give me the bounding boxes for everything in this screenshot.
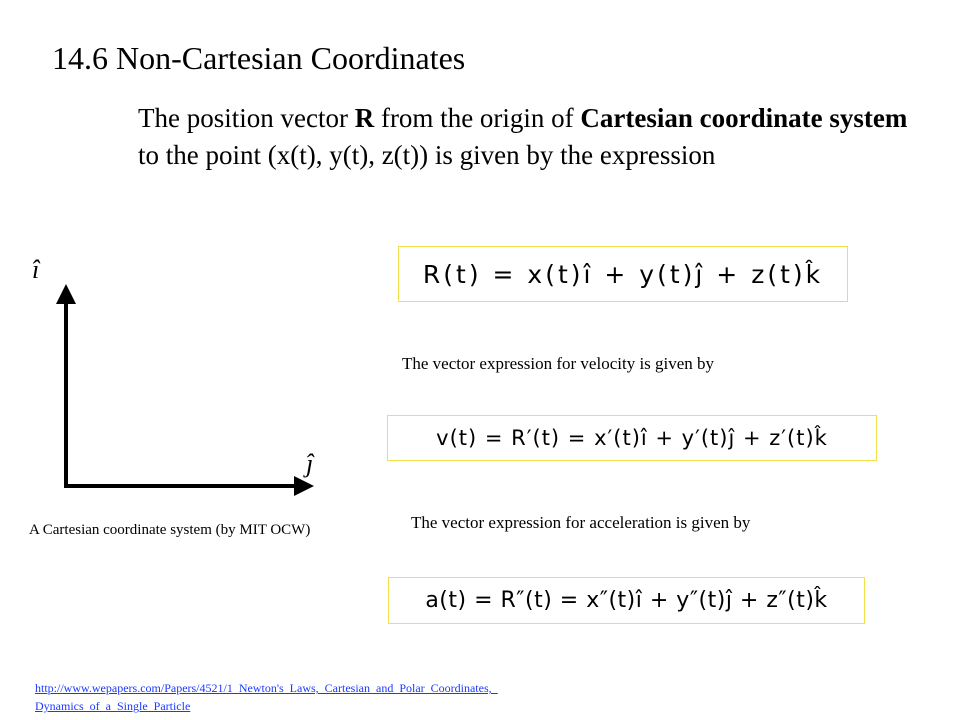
intro-paragraph <box>138 100 918 174</box>
axis-j-label: ĵ <box>306 449 314 478</box>
acceleration-label: The vector expression for acceleration is given by <box>411 513 751 532</box>
intro-text-1: The position vector <box>138 103 355 133</box>
cartesian-axes-figure <box>20 240 340 515</box>
intro-bold-vector: R <box>354 103 375 133</box>
velocity-equation: v(t) = R′(t) = x′(t)î + y′(t)ĵ + z′(t)k̂ <box>436 426 828 450</box>
intro-text-3: to the point (x(t), y(t), z(t)) is given by the expression <box>138 140 716 170</box>
figure-caption: A Cartesian coordinate system (by MIT OCW) <box>29 522 311 538</box>
intro-bold-system: Cartesian coordinate system <box>580 103 908 133</box>
position-equation: R(t) = x(t)î + y(t)ĵ + z(t)k̂ <box>422 259 824 289</box>
source-link[interactable]: http://www.wepapers.com/Papers/4521/1_Newton's_Laws,_Cartesian_and_Polar_Coordinates,_Dynamics_of_a_Single_Particle <box>35 681 498 713</box>
acceleration-equation-box <box>388 577 865 624</box>
slide-title: 14.6 Non-Cartesian Coordinates <box>52 40 466 76</box>
acceleration-equation: a(t) = R″(t) = x″(t)î + y″(t)ĵ + z″(t)k̂ <box>425 588 828 613</box>
velocity-equation-box <box>387 415 877 461</box>
velocity-label: The vector expression for velocity is given by <box>402 354 715 373</box>
axis-i-label: î <box>32 255 40 284</box>
position-equation-box <box>398 246 848 302</box>
intro-text-2: from the origin of <box>374 103 581 133</box>
